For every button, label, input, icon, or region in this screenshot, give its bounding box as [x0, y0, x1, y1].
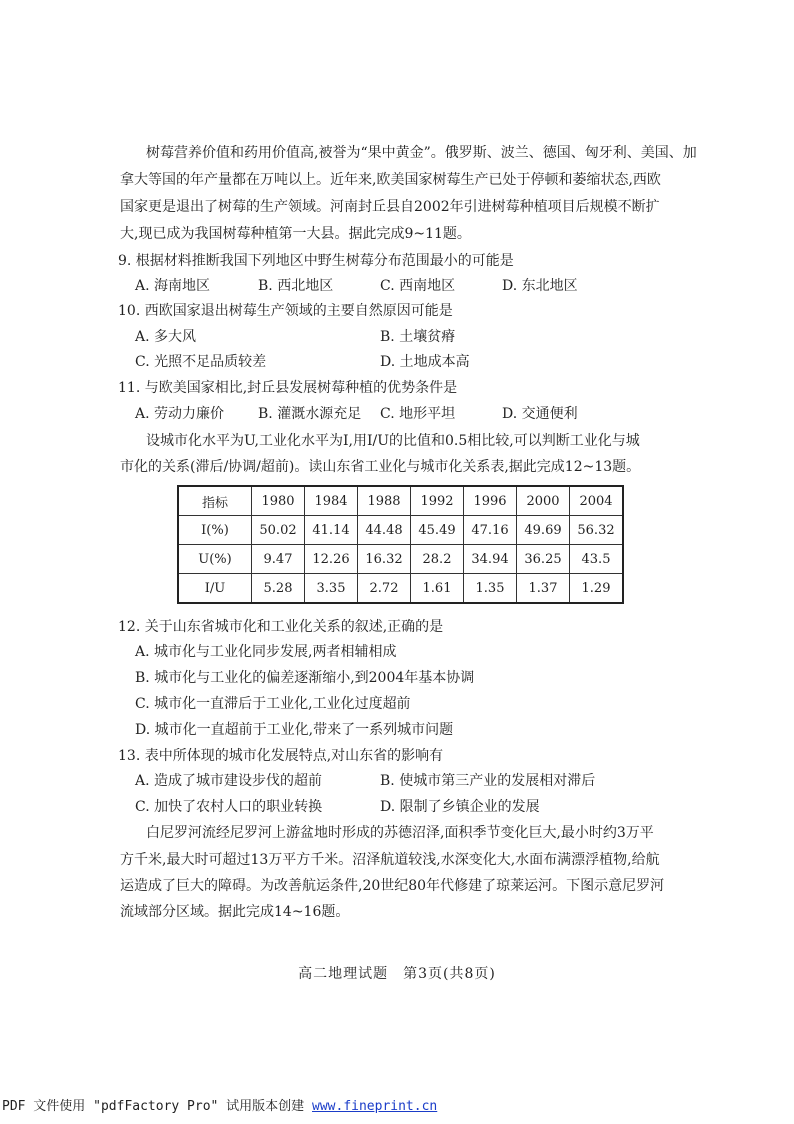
question-10-option-c: C. 光照不足品质较差 — [135, 354, 267, 370]
question-13-option-c: C. 加快了农村人口的职业转换 — [135, 799, 323, 815]
question-12-option-a: A. 城市化与工业化同步发展,两者相辅相成 — [135, 644, 397, 660]
table-cell: 36.25 — [517, 545, 570, 574]
table-header-cell: 1988 — [358, 486, 411, 516]
table-cell: 56.32 — [570, 516, 624, 545]
table-cell: I(%) — [178, 516, 252, 545]
table-row — [178, 516, 623, 545]
table-cell: 45.49 — [411, 516, 464, 545]
passage2-line-2: 市化的关系(滞后/协调/超前)。读山东省工业化与城市化关系表,据此完成12~13题。 — [120, 459, 641, 475]
passage2-line-1: 设城市化水平为U,工业化水平为I,用I/U的比值和0.5相比较,可以判断工业化与城 — [146, 433, 640, 449]
table-cell: 16.32 — [358, 545, 411, 574]
question-11-option-a: A. 劳动力廉价 — [135, 406, 225, 422]
passage1-line-1: 树莓营养价值和药用价值高,被誉为“果中黄金”。俄罗斯、波兰、德国、匈牙利、美国、加 — [146, 145, 697, 161]
question-10-option-b: B. 土壤贫瘠 — [380, 329, 456, 345]
question-13-stem: 13. 表中所体现的城市化发展特点,对山东省的影响有 — [118, 748, 444, 764]
table-cell: 34.94 — [464, 545, 517, 574]
table-cell: 44.48 — [358, 516, 411, 545]
table-row — [178, 574, 623, 604]
table-cell: 12.26 — [305, 545, 358, 574]
table-cell: 5.28 — [252, 574, 305, 604]
question-12-option-d: D. 城市化一直超前于工业化,带来了一系列城市问题 — [135, 722, 454, 738]
passage1-line-2: 拿大等国的年产量都在万吨以上。近年来,欧美国家树莓生产已处于停顿和萎缩状态,西欧 — [120, 172, 661, 188]
question-10-option-a: A. 多大风 — [135, 329, 197, 345]
question-11-stem: 11. 与欧美国家相比,封丘县发展树莓种植的优势条件是 — [118, 380, 458, 396]
pdf-creator-text: PDF 文件使用 "pdfFactory Pro" 试用版本创建 — [2, 1099, 313, 1114]
question-10-option-d: D. 土地成本高 — [380, 354, 470, 370]
question-11-option-d: D. 交通便利 — [502, 406, 578, 422]
table-header-cell: 1984 — [305, 486, 358, 516]
table-cell: I/U — [178, 574, 252, 604]
table-cell: 50.02 — [252, 516, 305, 545]
question-13-option-a: A. 造成了城市建设步伐的超前 — [135, 773, 323, 789]
table-cell: 3.35 — [305, 574, 358, 604]
table-cell: 47.16 — [464, 516, 517, 545]
table-cell: 1.29 — [570, 574, 624, 604]
passage1-line-3: 国家更是退出了树莓的生产领域。河南封丘县自2002年引进树莓种植项目后规模不断扩 — [120, 199, 660, 215]
table-cell: 1.35 — [464, 574, 517, 604]
page-footer: 高二地理试题 第3页(共8页) — [298, 966, 496, 982]
question-11-option-c: C. 地形平坦 — [380, 406, 456, 422]
question-12-stem: 12. 关于山东省城市化和工业化关系的叙述,正确的是 — [118, 619, 444, 635]
question-9-option-d: D. 东北地区 — [502, 278, 578, 294]
passage3-line-4: 流域部分区域。据此完成14~16题。 — [120, 904, 350, 920]
table-cell: 28.2 — [411, 545, 464, 574]
passage3-line-2: 方千米,最大时可超过13万平方千米。沼泽航道较浅,水深变化大,水面布满漂浮植物,给航 — [120, 852, 660, 868]
table-cell: 2.72 — [358, 574, 411, 604]
table-row — [178, 545, 623, 574]
industrialization-urbanization-table — [177, 485, 624, 604]
table-cell: 41.14 — [305, 516, 358, 545]
table-cell: 1.61 — [411, 574, 464, 604]
table-cell: 9.47 — [252, 545, 305, 574]
table-header-cell: 2000 — [517, 486, 570, 516]
table-cell: 43.5 — [570, 545, 624, 574]
table-cell: 1.37 — [517, 574, 570, 604]
question-10-stem: 10. 西欧国家退出树莓生产领域的主要自然原因可能是 — [118, 303, 453, 319]
table-header-cell: 1992 — [411, 486, 464, 516]
passage3-line-3: 运造成了巨大的障碍。为改善航运条件,20世纪80年代修建了琼莱运河。下图示意尼罗河 — [120, 878, 665, 894]
question-9-option-a: A. 海南地区 — [135, 278, 211, 294]
table-header-cell: 指标 — [178, 486, 252, 516]
table-cell: U(%) — [178, 545, 252, 574]
pdf-creator-note — [2, 1095, 437, 1114]
fineprint-link[interactable]: www.fineprint.cn — [312, 1099, 438, 1114]
question-11-option-b: B. 灌溉水源充足 — [258, 406, 362, 422]
passage1-line-4: 大,现已成为我国树莓种植第一大县。据此完成9~11题。 — [120, 226, 471, 242]
question-13-option-d: D. 限制了乡镇企业的发展 — [380, 799, 540, 815]
question-9-option-c: C. 西南地区 — [380, 278, 456, 294]
question-13-option-b: B. 使城市第三产业的发展相对滞后 — [380, 773, 596, 789]
table-header-cell: 1980 — [252, 486, 305, 516]
table-header-row — [178, 486, 623, 516]
question-9-stem: 9. 根据材料推断我国下列地区中野生树莓分布范围最小的可能是 — [118, 253, 514, 269]
question-9-option-b: B. 西北地区 — [258, 278, 334, 294]
table-header-cell: 2004 — [570, 486, 624, 516]
passage3-line-1: 白尼罗河流经尼罗河上游盆地时形成的苏德沼泽,面积季节变化巨大,最小时约3万平 — [146, 825, 654, 841]
question-12-option-c: C. 城市化一直滞后于工业化,工业化过度超前 — [135, 696, 411, 712]
table-cell: 49.69 — [517, 516, 570, 545]
table-header-cell: 1996 — [464, 486, 517, 516]
question-12-option-b: B. 城市化与工业化的偏差逐渐缩小,到2004年基本协调 — [135, 670, 475, 686]
